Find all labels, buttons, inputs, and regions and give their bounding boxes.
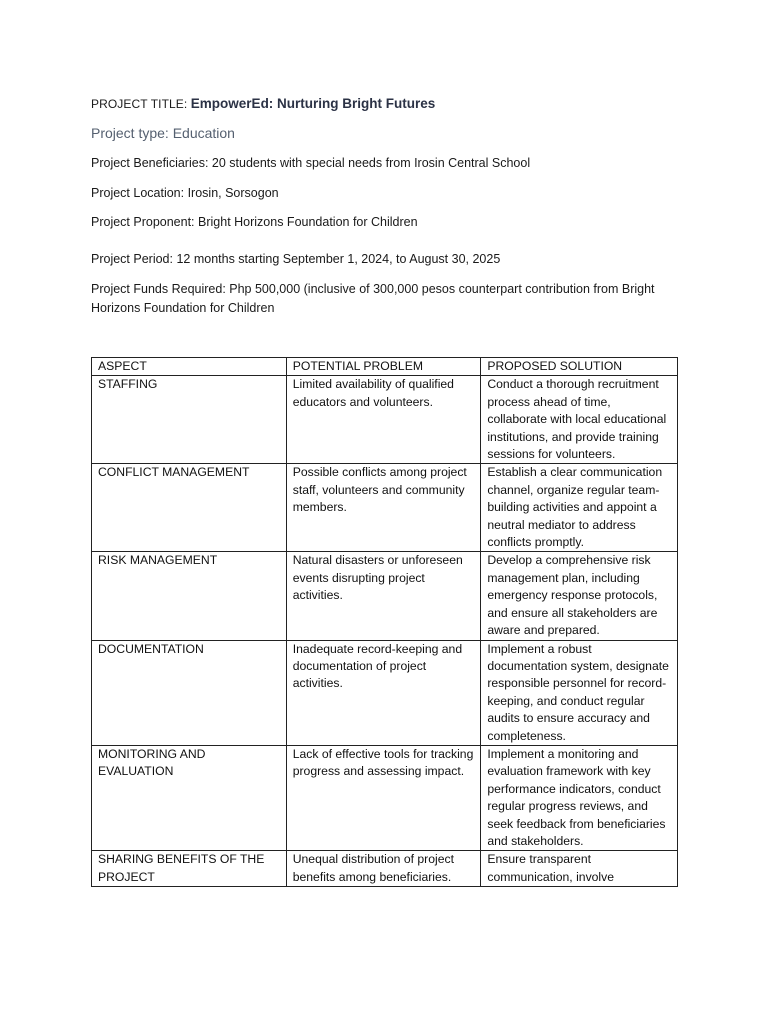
table-row: [92, 745, 678, 850]
project-proponent: Project Proponent: Bright Horizons Foundation for Children: [91, 215, 418, 229]
cell-solution: Ensure transparent communication, involve: [481, 851, 678, 887]
header-aspect: ASPECT: [92, 358, 287, 376]
project-type: Project type: Education: [91, 125, 235, 141]
cell-problem: Unequal distribution of project benefits among beneficiaries.: [286, 851, 481, 887]
project-funds: Project Funds Required: Php 500,000 (inclusive of 300,000 pesos counterpart contribution from Bright Horizons Foundation for Children: [91, 282, 655, 315]
project-period: Project Period: 12 months starting September 1, 2024, to August 30, 2025: [91, 252, 501, 266]
cell-aspect: STAFFING: [92, 376, 287, 464]
cell-aspect: CONFLICT MANAGEMENT: [92, 464, 287, 552]
table-row: [92, 464, 678, 552]
table-header-row: [92, 358, 678, 376]
table-row: [92, 552, 678, 640]
table-row: [92, 851, 678, 887]
table-row: [92, 640, 678, 745]
cell-problem: Lack of effective tools for tracking progress and assessing impact.: [286, 745, 481, 850]
cell-problem: Limited availability of qualified educators and volunteers.: [286, 376, 481, 464]
cell-aspect: RISK MANAGEMENT: [92, 552, 287, 640]
project-title-label: PROJECT TITLE:: [91, 97, 188, 111]
cell-solution: Develop a comprehensive risk management plan, including emergency response protocols, and ensure all stakeholders are aware and prepared.: [481, 552, 678, 640]
problem-solution-table: [91, 357, 678, 887]
cell-aspect: DOCUMENTATION: [92, 640, 287, 745]
header-potential-problem: POTENTIAL PROBLEM: [286, 358, 481, 376]
project-title: [91, 94, 435, 114]
cell-solution: Implement a robust documentation system, designate responsible personnel for record-keeping, and conduct regular audits to ensure accuracy and completeness.: [481, 640, 678, 745]
table-row: [92, 376, 678, 464]
project-title-value: EmpowerEd: Nurturing Bright Futures: [190, 96, 436, 111]
cell-problem: Inadequate record-keeping and documentation of project activities.: [286, 640, 481, 745]
cell-solution: Implement a monitoring and evaluation framework with key performance indicators, conduct regular progress reviews, and seek feedback from beneficiaries and stakeholders.: [481, 745, 678, 850]
cell-aspect: SHARING BENEFITS OF THE PROJECT: [92, 851, 287, 887]
cell-aspect: MONITORING AND EVALUATION: [92, 745, 287, 850]
header-proposed-solution: PROPOSED SOLUTION: [481, 358, 678, 376]
project-location: Project Location: Irosin, Sorsogon: [91, 186, 279, 200]
cell-solution: Establish a clear communication channel, organize regular team-building activities and appoint a neutral mediator to address conflicts promptly.: [481, 464, 678, 552]
cell-problem: Natural disasters or unforeseen events disrupting project activities.: [286, 552, 481, 640]
project-beneficiaries: Project Beneficiaries: 20 students with special needs from Irosin Central School: [91, 156, 531, 170]
cell-problem: Possible conflicts among project staff, volunteers and community members.: [286, 464, 481, 552]
cell-solution: Conduct a thorough recruitment process ahead of time, collaborate with local educational institutions, and provide training sessions for volunteers.: [481, 376, 678, 464]
